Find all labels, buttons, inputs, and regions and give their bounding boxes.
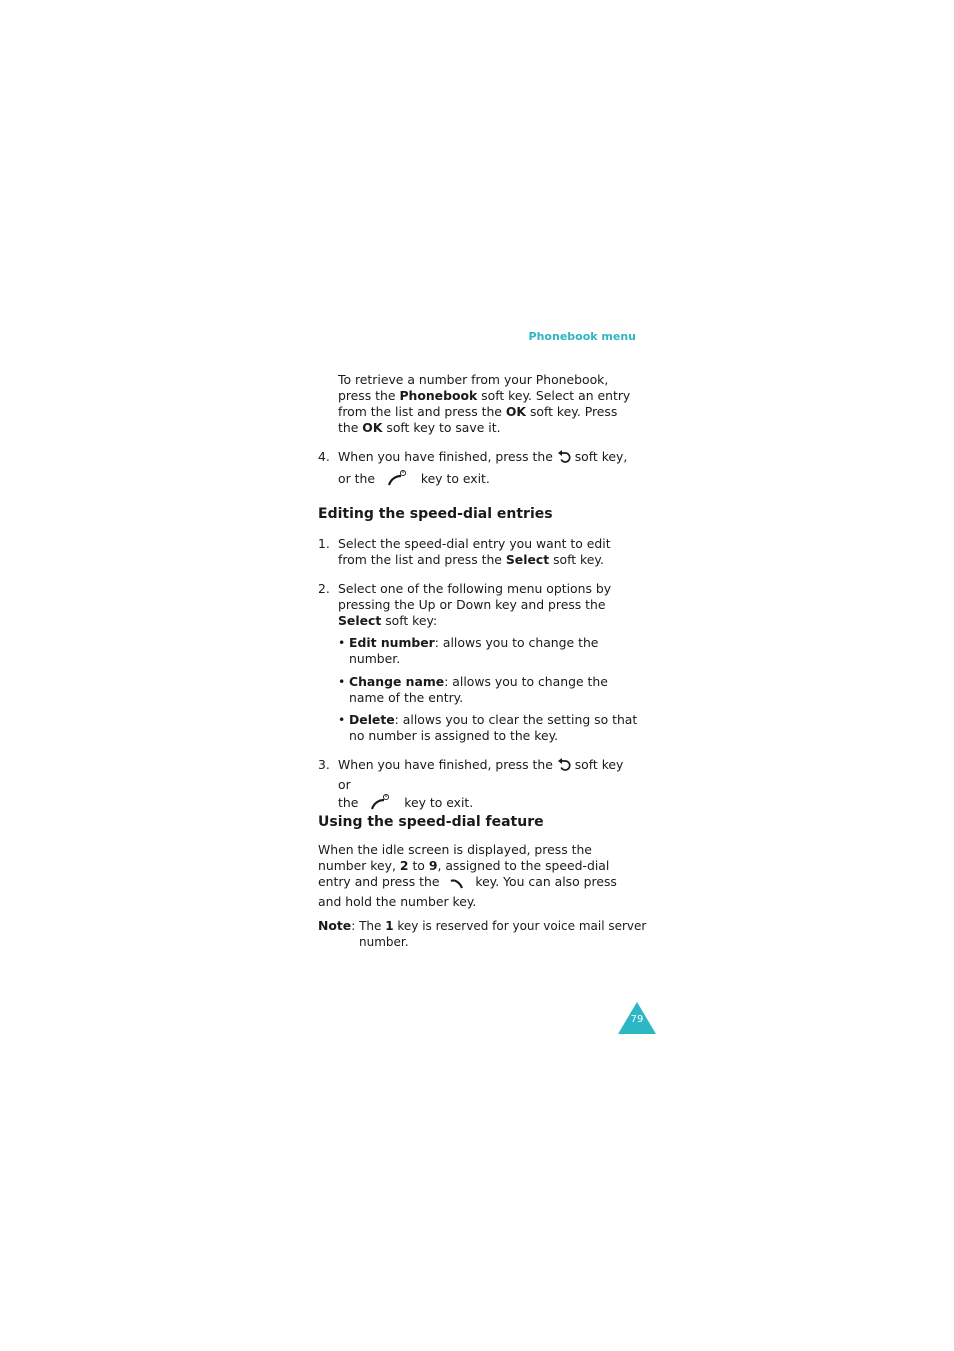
back-arrow-icon (557, 758, 571, 777)
note: Note: The 1 key is reserved for your voice mail server number. (318, 918, 647, 949)
end-call-icon (370, 793, 392, 815)
step-4: 4. When you have finished, press the soft key, or the key to exit. (338, 449, 638, 491)
using-heading: Using the speed-dial feature (318, 814, 544, 830)
page-number: 79 (630, 1014, 644, 1025)
page-number-badge (617, 1001, 657, 1034)
section-header: Phonebook menu (528, 330, 636, 343)
using-paragraph: When the idle screen is displayed, press the number key, 2 to 9, assigned to the speed-dial entry and press the key. You can also press and hold the number key. (318, 842, 617, 909)
editing-step-1: 1. Select the speed-dial entry you want to edit from the list and press the Select soft key. (318, 536, 611, 567)
editing-step-3: 3. When you have finished, press the soft key or the key to exit. (338, 757, 638, 815)
retrieve-paragraph: To retrieve a number from your Phonebook, press the Phonebook soft key. Select an entry from the list and press the OK soft key. Press the OK soft key to save it. (338, 372, 631, 435)
editing-step-2: 2. Select one of the following menu options by pressing the Up or Down key and press the Select soft key: (318, 581, 612, 628)
back-arrow-icon (557, 450, 571, 469)
option-delete: • Delete: allows you to clear the setting so that no number is assigned to the key. (338, 712, 638, 743)
send-call-icon (449, 878, 465, 894)
option-edit-number: • Edit number: allows you to change the number. (338, 635, 599, 666)
editing-heading: Editing the speed-dial entries (318, 506, 553, 522)
option-change-name: • Change name: allows you to change the name of the entry. (338, 674, 608, 705)
end-call-icon (387, 469, 409, 491)
